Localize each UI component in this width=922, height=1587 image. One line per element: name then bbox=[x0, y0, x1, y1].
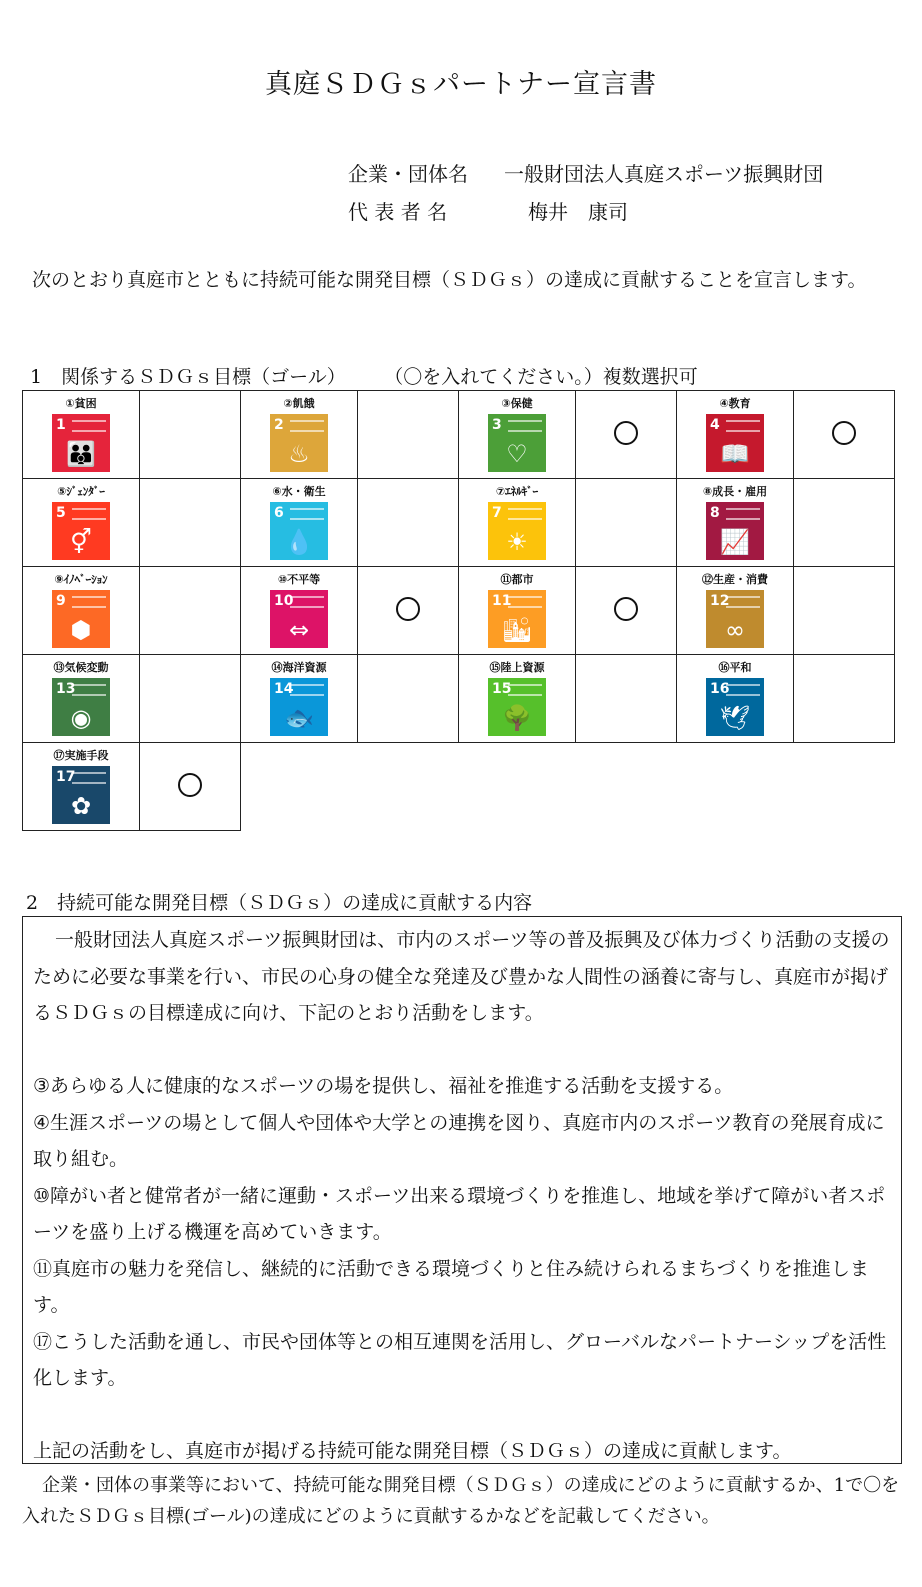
sdg-goal-11-city-icon bbox=[488, 590, 546, 648]
sdg-goal-label: ②飢餓 bbox=[283, 397, 315, 410]
sdg-goal-selection-cell[interactable] bbox=[140, 743, 241, 831]
sdg-goal-number: 14 bbox=[274, 681, 294, 697]
sdg-goal-label: ⑪都市 bbox=[500, 573, 534, 586]
sdg-goal-cell bbox=[677, 391, 794, 479]
sdg-goal-number: 9 bbox=[56, 593, 66, 609]
sdg-goals-row bbox=[23, 391, 895, 479]
sdg-goal-caption-lines bbox=[726, 684, 760, 696]
sdg-goal-selection-cell[interactable] bbox=[140, 655, 241, 743]
sdg-goal-number: 8 bbox=[710, 505, 720, 521]
instruction-note: 企業・団体の事業等において、持続可能な開発目標（ＳＤＧｓ）の達成にどのように貢献するか、1で〇を入れたＳＤＧｓ目標(ゴール)の達成にどのように貢献するかなどを記載してください。 bbox=[22, 1475, 900, 1527]
people-icon: 👪 bbox=[66, 440, 96, 468]
sdg-goal-14-fish-icon bbox=[270, 678, 328, 736]
sdg-goal-selection-cell[interactable] bbox=[794, 567, 895, 655]
sdg-goal-2-bowl-icon bbox=[270, 414, 328, 472]
sdg-goal-caption-lines bbox=[72, 420, 106, 432]
sdg-goal-cell bbox=[23, 655, 140, 743]
sdg-goal-cell bbox=[459, 391, 576, 479]
sdg-goal-cell bbox=[23, 479, 140, 567]
book-icon: 📖 bbox=[720, 440, 750, 468]
sdg-goal-selection-cell[interactable] bbox=[794, 391, 895, 479]
sdg-goal-cell bbox=[459, 479, 576, 567]
representative-row bbox=[348, 196, 628, 225]
page-title: 真庭ＳＤＧｓパートナー宣言書 bbox=[265, 69, 657, 100]
sdg-goal-cell bbox=[459, 655, 576, 743]
sdg-goal-caption-lines bbox=[726, 596, 760, 608]
organization-name-row bbox=[348, 158, 823, 187]
sdg-goal-caption-lines bbox=[290, 596, 324, 608]
sdg-goal-number: 13 bbox=[56, 681, 76, 697]
sdg-goal-caption-lines bbox=[508, 508, 542, 520]
sdg-goal-selection-cell[interactable] bbox=[358, 479, 459, 567]
sdg-goal-caption-lines bbox=[72, 684, 106, 696]
sdg-goal-number: 1 bbox=[56, 417, 66, 433]
sdg-goal-cell bbox=[241, 567, 358, 655]
sdg-goal-cell bbox=[241, 479, 358, 567]
representative-value: 梅井 康司 bbox=[528, 200, 628, 224]
sdg-goal-label: ⑮陸上資源 bbox=[489, 661, 545, 674]
sdg-goal-number: 6 bbox=[274, 505, 284, 521]
sdg-goal-cell bbox=[241, 655, 358, 743]
sdg-goal-number: 5 bbox=[56, 505, 66, 521]
sdg-goal-selection-cell[interactable] bbox=[140, 391, 241, 479]
sdg-goal-15-tree-icon bbox=[488, 678, 546, 736]
gender-icon: ⚥ bbox=[70, 528, 92, 556]
sdg-goal-number: 12 bbox=[710, 593, 730, 609]
sdg-goal-label: ⑦ｴﾈﾙｷﾞｰ bbox=[495, 485, 539, 498]
sdg-goal-cell bbox=[23, 391, 140, 479]
sdg-goal-caption-lines bbox=[72, 508, 106, 520]
sdg-goal-number: 11 bbox=[492, 593, 512, 609]
eye-earth-icon: ◉ bbox=[70, 704, 92, 732]
sdg-goal-cell bbox=[241, 391, 358, 479]
contribution-item-3: ③あらゆる人に健康的なスポーツの場を提供し、福祉を推進する活動を支援する。 bbox=[33, 1075, 734, 1097]
sdg-goal-caption-lines bbox=[508, 596, 542, 608]
sdg-goal-cell bbox=[677, 567, 794, 655]
sdg-goal-caption-lines bbox=[290, 684, 324, 696]
sun-icon: ☀ bbox=[506, 528, 528, 556]
sdg-goal-label: ④教育 bbox=[719, 397, 751, 410]
sdg-goal-selection-cell[interactable] bbox=[358, 391, 459, 479]
equality-icon: ⇔ bbox=[288, 616, 310, 644]
sdg-goal-selection-cell[interactable] bbox=[576, 655, 677, 743]
sdg-goal-label: ⑤ｼﾞｪﾝﾀﾞｰ bbox=[57, 485, 105, 498]
sdg-goal-17-flower-icon bbox=[52, 766, 110, 824]
growth-chart-icon: 📈 bbox=[720, 528, 750, 556]
sdg-goal-cell bbox=[677, 479, 794, 567]
sdg-goal-label: ⑬気候変動 bbox=[53, 661, 109, 674]
infinity-icon: ∞ bbox=[725, 616, 745, 644]
contribution-item-4: ④生涯スポーツの場として個人や団体や大学との連携を図り、真庭市内のスポーツ教育の発展育成に取り組む。 bbox=[33, 1111, 885, 1170]
sdg-goals-row bbox=[23, 567, 895, 655]
contribution-content-box bbox=[22, 916, 902, 1464]
sdg-goal-cell bbox=[459, 567, 576, 655]
selected-circle-icon bbox=[832, 421, 856, 445]
sdg-goal-caption-lines bbox=[72, 596, 106, 608]
sdg-goal-selection-cell[interactable] bbox=[794, 655, 895, 743]
section2-heading: 2 持続可能な開発目標（ＳＤＧｓ）の達成に貢献する内容 bbox=[26, 892, 533, 914]
fish-icon: 🐟 bbox=[284, 704, 314, 732]
sdg-goal-label: ⑧成長・雇用 bbox=[702, 485, 768, 498]
sdg-goal-16-dove-icon bbox=[706, 678, 764, 736]
contribution-item-17: ⑰こうした活動を通し、市民や団体等との相互連関を活用し、グローバルなパートナーシップを活性化します。 bbox=[33, 1330, 887, 1389]
sdg-goal-label: ①貧困 bbox=[65, 397, 97, 410]
sdg-goal-selection-cell[interactable] bbox=[576, 391, 677, 479]
sdg-goal-label: ⑰実施手段 bbox=[53, 749, 109, 762]
sdg-goal-number: 16 bbox=[710, 681, 730, 697]
section1-heading bbox=[30, 362, 698, 389]
organization-name-value: 一般財団法人真庭スポーツ振興財団 bbox=[504, 162, 824, 186]
selected-circle-icon bbox=[178, 773, 202, 797]
sdg-goal-10-equality-icon bbox=[270, 590, 328, 648]
sdg-goal-label: ⑩不平等 bbox=[277, 573, 321, 586]
sdg-goal-cell bbox=[677, 655, 794, 743]
selected-circle-icon bbox=[614, 421, 638, 445]
sdg-goal-7-sun-icon bbox=[488, 502, 546, 560]
cubes-icon: ⬢ bbox=[70, 616, 92, 644]
sdg-goal-9-cubes-icon bbox=[52, 590, 110, 648]
tree-icon: 🌳 bbox=[502, 704, 532, 732]
sdg-goal-selection-cell[interactable] bbox=[358, 567, 459, 655]
representative-label: 代 表 者 名 bbox=[348, 200, 448, 224]
sdg-goal-number: 2 bbox=[274, 417, 284, 433]
sdg-goal-label: ③保健 bbox=[501, 397, 533, 410]
city-icon: 🏙 bbox=[501, 616, 533, 644]
empty-cell bbox=[241, 743, 459, 831]
sdg-goal-selection-cell[interactable] bbox=[140, 479, 241, 567]
selected-circle-icon bbox=[396, 597, 420, 621]
sdg-goal-1-people-icon bbox=[52, 414, 110, 472]
sdg-goal-selection-cell[interactable] bbox=[576, 567, 677, 655]
declaration-intro: 次のとおり真庭市とともに持続可能な開発目標（ＳＤＧｓ）の達成に貢献することを宣言します。 bbox=[32, 269, 867, 291]
sdg-goal-number: 15 bbox=[492, 681, 512, 697]
sdg-goal-label: ⑭海洋資源 bbox=[271, 661, 327, 674]
sdg-goal-4-book-icon bbox=[706, 414, 764, 472]
sdg-goal-caption-lines bbox=[508, 684, 542, 696]
selected-circle-icon bbox=[614, 597, 638, 621]
sdg-goal-number: 17 bbox=[56, 769, 76, 785]
sdg-goal-caption-lines bbox=[72, 772, 106, 784]
sdg-goal-selection-cell[interactable] bbox=[358, 655, 459, 743]
sdg-goal-number: 7 bbox=[492, 505, 502, 521]
sdg-goal-selection-cell[interactable] bbox=[576, 479, 677, 567]
sdg-goal-caption-lines bbox=[726, 420, 760, 432]
empty-cell bbox=[677, 743, 895, 831]
dove-icon: 🕊 bbox=[719, 704, 751, 732]
contribution-paragraph: 一般財団法人真庭スポーツ振興財団は、市内のスポーツ等の普及振興及び体力づくり活動の支援のために必要な事業を行い、市民の心身の健全な発達及び豊かな人間性の涵養に寄与し、真庭市が掲げるＳＤＧｓの目標達成に向け、下記のとおり活動をします。 bbox=[33, 929, 890, 1024]
sdg-goal-label: ⑯平和 bbox=[718, 661, 752, 674]
sdg-goal-selection-cell[interactable] bbox=[140, 567, 241, 655]
contribution-item-10: ⑩障がい者と健常者が一緒に運動・スポーツ出来る環境づくりを推進し、地域を挙げて障がい者スポーツを盛り上げる機運を高めていきます。 bbox=[33, 1184, 886, 1243]
sdg-goals-row bbox=[23, 655, 895, 743]
sdg-goals-row bbox=[23, 743, 895, 831]
sdg-goal-number: 4 bbox=[710, 417, 720, 433]
sdg-goal-caption-lines bbox=[726, 508, 760, 520]
sdg-goal-13-eye-earth-icon bbox=[52, 678, 110, 736]
sdg-goal-12-infinity-icon bbox=[706, 590, 764, 648]
sdg-goal-3-heartbeat-icon bbox=[488, 414, 546, 472]
flower-icon: ✿ bbox=[70, 792, 92, 820]
water-icon: 💧 bbox=[284, 528, 314, 556]
sdg-goal-caption-lines bbox=[508, 420, 542, 432]
bowl-icon: ♨ bbox=[288, 440, 310, 468]
section1-note: （〇を入れてください。）複数選択可 bbox=[393, 366, 698, 388]
sdg-goals-row bbox=[23, 479, 895, 567]
sdg-goal-cell bbox=[23, 567, 140, 655]
sdg-goal-selection-cell[interactable] bbox=[794, 479, 895, 567]
empty-cell bbox=[459, 743, 677, 831]
sdg-goal-5-gender-icon bbox=[52, 502, 110, 560]
sdg-goal-label: ⑨ｲﾉﾍﾞｰｼｮﾝ bbox=[54, 573, 108, 586]
sdg-goal-8-growth-chart-icon bbox=[706, 502, 764, 560]
contribution-closing: 上記の活動をし、真庭市が掲げる持続可能な開発目標（ＳＤＧｓ）の達成に貢献します。 bbox=[33, 1440, 792, 1462]
sdg-goal-6-water-icon bbox=[270, 502, 328, 560]
sdg-goal-caption-lines bbox=[290, 508, 324, 520]
sdg-goal-label: ⑫生産・消費 bbox=[702, 573, 768, 586]
sdg-goal-caption-lines bbox=[290, 420, 324, 432]
heartbeat-icon: ♡ bbox=[506, 440, 528, 468]
organization-name-label: 企業・団体名 bbox=[348, 162, 468, 186]
sdg-goal-number: 10 bbox=[274, 593, 294, 609]
sdg-goal-label: ⑥水・衛生 bbox=[272, 485, 326, 498]
sdg-goal-number: 3 bbox=[492, 417, 502, 433]
contribution-item-11: ⑪真庭市の魅力を発信し、継続的に活動できる環境づくりと住み続けられるまちづくりを推進します。 bbox=[33, 1257, 869, 1316]
sdg-goals-table bbox=[22, 390, 895, 831]
section1-title: 1 関係するＳＤＧｓ目標（ゴール） bbox=[30, 366, 346, 388]
sdg-goal-cell bbox=[23, 743, 140, 831]
